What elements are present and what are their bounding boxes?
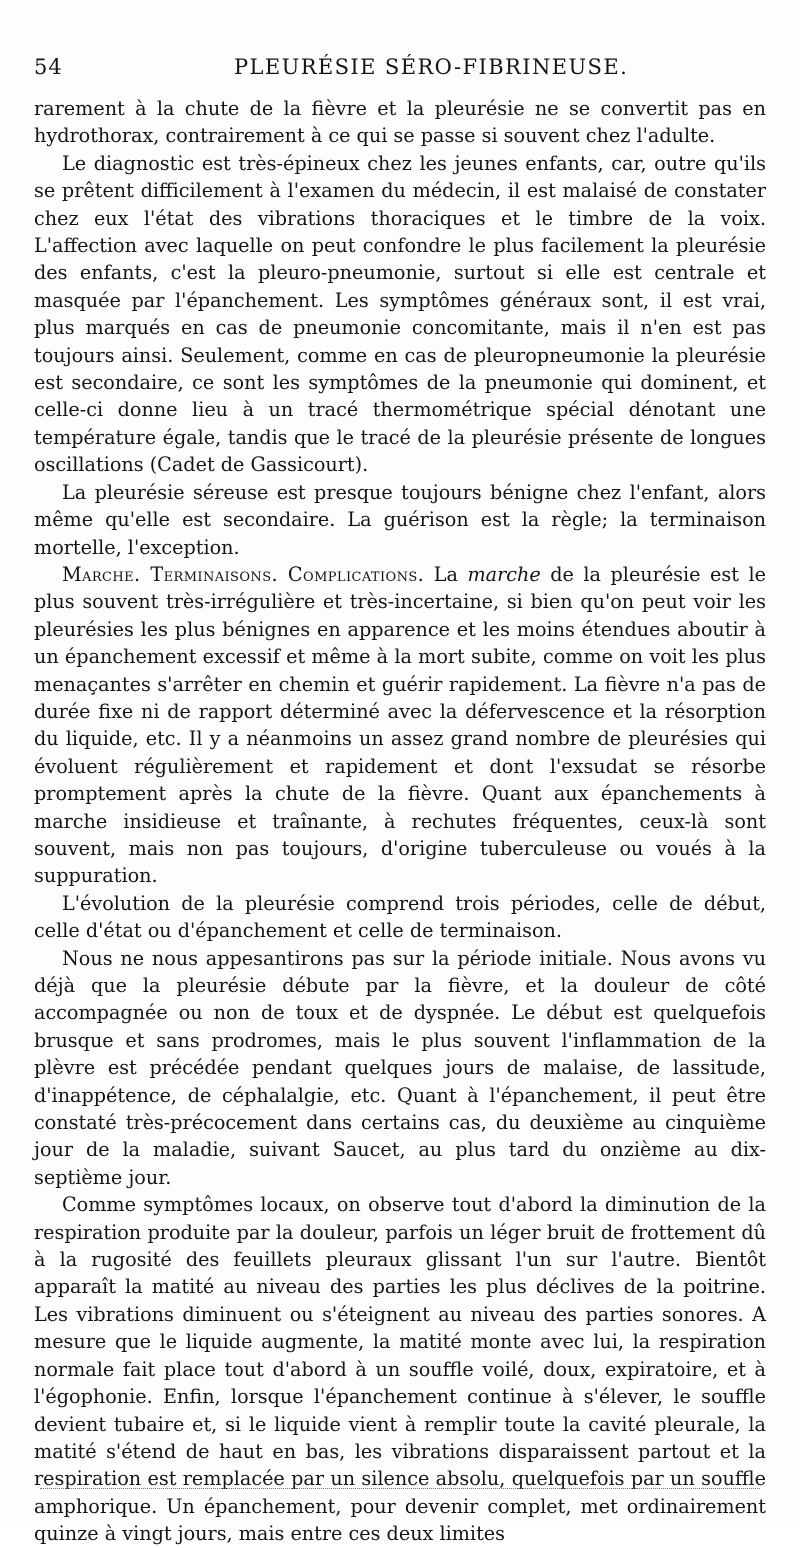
paragraph-marche: [34, 561, 766, 890]
footer-dotted-rule: [40, 1488, 760, 1489]
paragraph-diagnostic: Le diagnostic est très-épineux chez les jeunes enfants, car, outre qu'ils se prêtent difficilement à l'examen du médecin, il est malaisé de constater chez eux l'état des vibrations thoraciques et le timbre de la voix. L'affection avec laquelle on peut confondre le plus facilement la pleurésie des enfants, c'est la pleuro-pneumonie, surtout si elle est centrale et masquée par l'épanchement. Les symptômes généraux sont, il est vrai, plus marqués en cas de pneumonie concomitante, mais il n'en est pas toujours ainsi. Seulement, comme en cas de pleuropneumonie la pleurésie est secondaire, ce sont les symptômes de la pneumonie qui dominent, et celle-ci donne lieu à un tracé thermométrique spécial dénotant une température égale, tandis que le tracé de la pleurésie présente de longues oscillations (Cadet de Gassicourt).: [34, 151, 766, 477]
marche-lead: La: [424, 562, 468, 586]
paragraph-prognosis: La pleurésie séreuse est presque toujours bénigne chez l'enfant, alors même qu'elle est secondaire. La guérison est la règle; la terminaison mortelle, l'exception.: [34, 480, 766, 559]
running-head: PLEURÉSIE SÉRO-FIBRINEUSE.: [234, 55, 629, 79]
marche-emphasis: marche: [467, 562, 541, 586]
paragraph-initial-period: Nous ne nous appesantirons pas sur la période initiale. Nous avons vu déjà que la pleurésie débute par la fièvre, et la douleur de côté accompagnée ou non de toux et de dyspnée. Le début est quelquefois brusque et sans prodromes, mais le plus souvent l'inflammation de la plèvre est précédée pendant quelques jours de malaise, de lassitude, d'inappétence, de céphalalgie, etc. Quant à l'épanchement, il peut être constaté très-précocement dans certains cas, du deuxième au cinquième jour de la maladie, suivant Saucet, au plus tard du onzième au dix-septième jour.: [34, 946, 766, 1189]
page-header: [34, 55, 770, 85]
paragraph-continuation: rarement à la chute de la fièvre et la pleurésie ne se convertit pas en hydrothorax, contrairement à ce qui se passe si souvent chez l'adulte.: [34, 97, 766, 148]
page-number: 54: [34, 55, 63, 79]
page-body: [34, 95, 766, 1548]
marche-text: de la pleurésie est le plus souvent très-irrégulière et très-incertaine, si bien qu'on peut voir les pleurésies les plus bénignes en apparence et les moins étendues aboutir à un épanchement excessif et même à la mort subite, comme on voit les plus menaçantes s'arrêter en chemin et guérir rapidement. La fièvre n'a pas de durée fixe ni de rapport déterminé avec la défervescence et la résorption du liquide, etc. Il y a néanmoins un assez grand nombre de pleurésies qui évoluent régulièrement et rapidement et dont l'exsudat se résorbe promptement après la chute de la fièvre. Quant aux épanchements à marche insidieuse et traînante, à rechutes fréquentes, ceux-là sont souvent, mais non pas toujours, d'origine tuberculeuse ou voués à la suppuration.: [34, 562, 766, 888]
paragraph-local-symptoms: Comme symptômes locaux, on observe tout d'abord la diminution de la respiration produite par la douleur, parfois un léger bruit de frottement dû à la rugosité des feuillets pleuraux glissant l'un sur l'autre. Bientôt apparaît la matité au niveau des parties les plus déclives de la poitrine. Les vibrations diminuent ou s'éteignent au niveau des parties sonores. A mesure que le liquide augmente, la matité monte avec lui, la respiration normale fait place tout d'abord à un souffle voilé, doux, expiratoire, et à l'égophonie. Enfin, lorsque l'épanchement continue à s'élever, le souffle devient tubaire et, si le liquide vient à remplir toute la cavité pleurale, la matité s'étend de haut en bas, les vibrations disparaissent partout et la respiration est remplacée par un silence absolu, quelquefois par un souffle amphorique. Un épanchement, pour devenir complet, met ordinairement quinze à vingt jours, mais entre ces deux limites: [34, 1193, 766, 1546]
paragraph-evolution: L'évolution de la pleurésie comprend trois périodes, celle de début, celle d'état ou d'épanchement et celle de terminaison.: [34, 891, 766, 943]
section-heading: Marche. Terminaisons. Complications.: [62, 562, 425, 586]
